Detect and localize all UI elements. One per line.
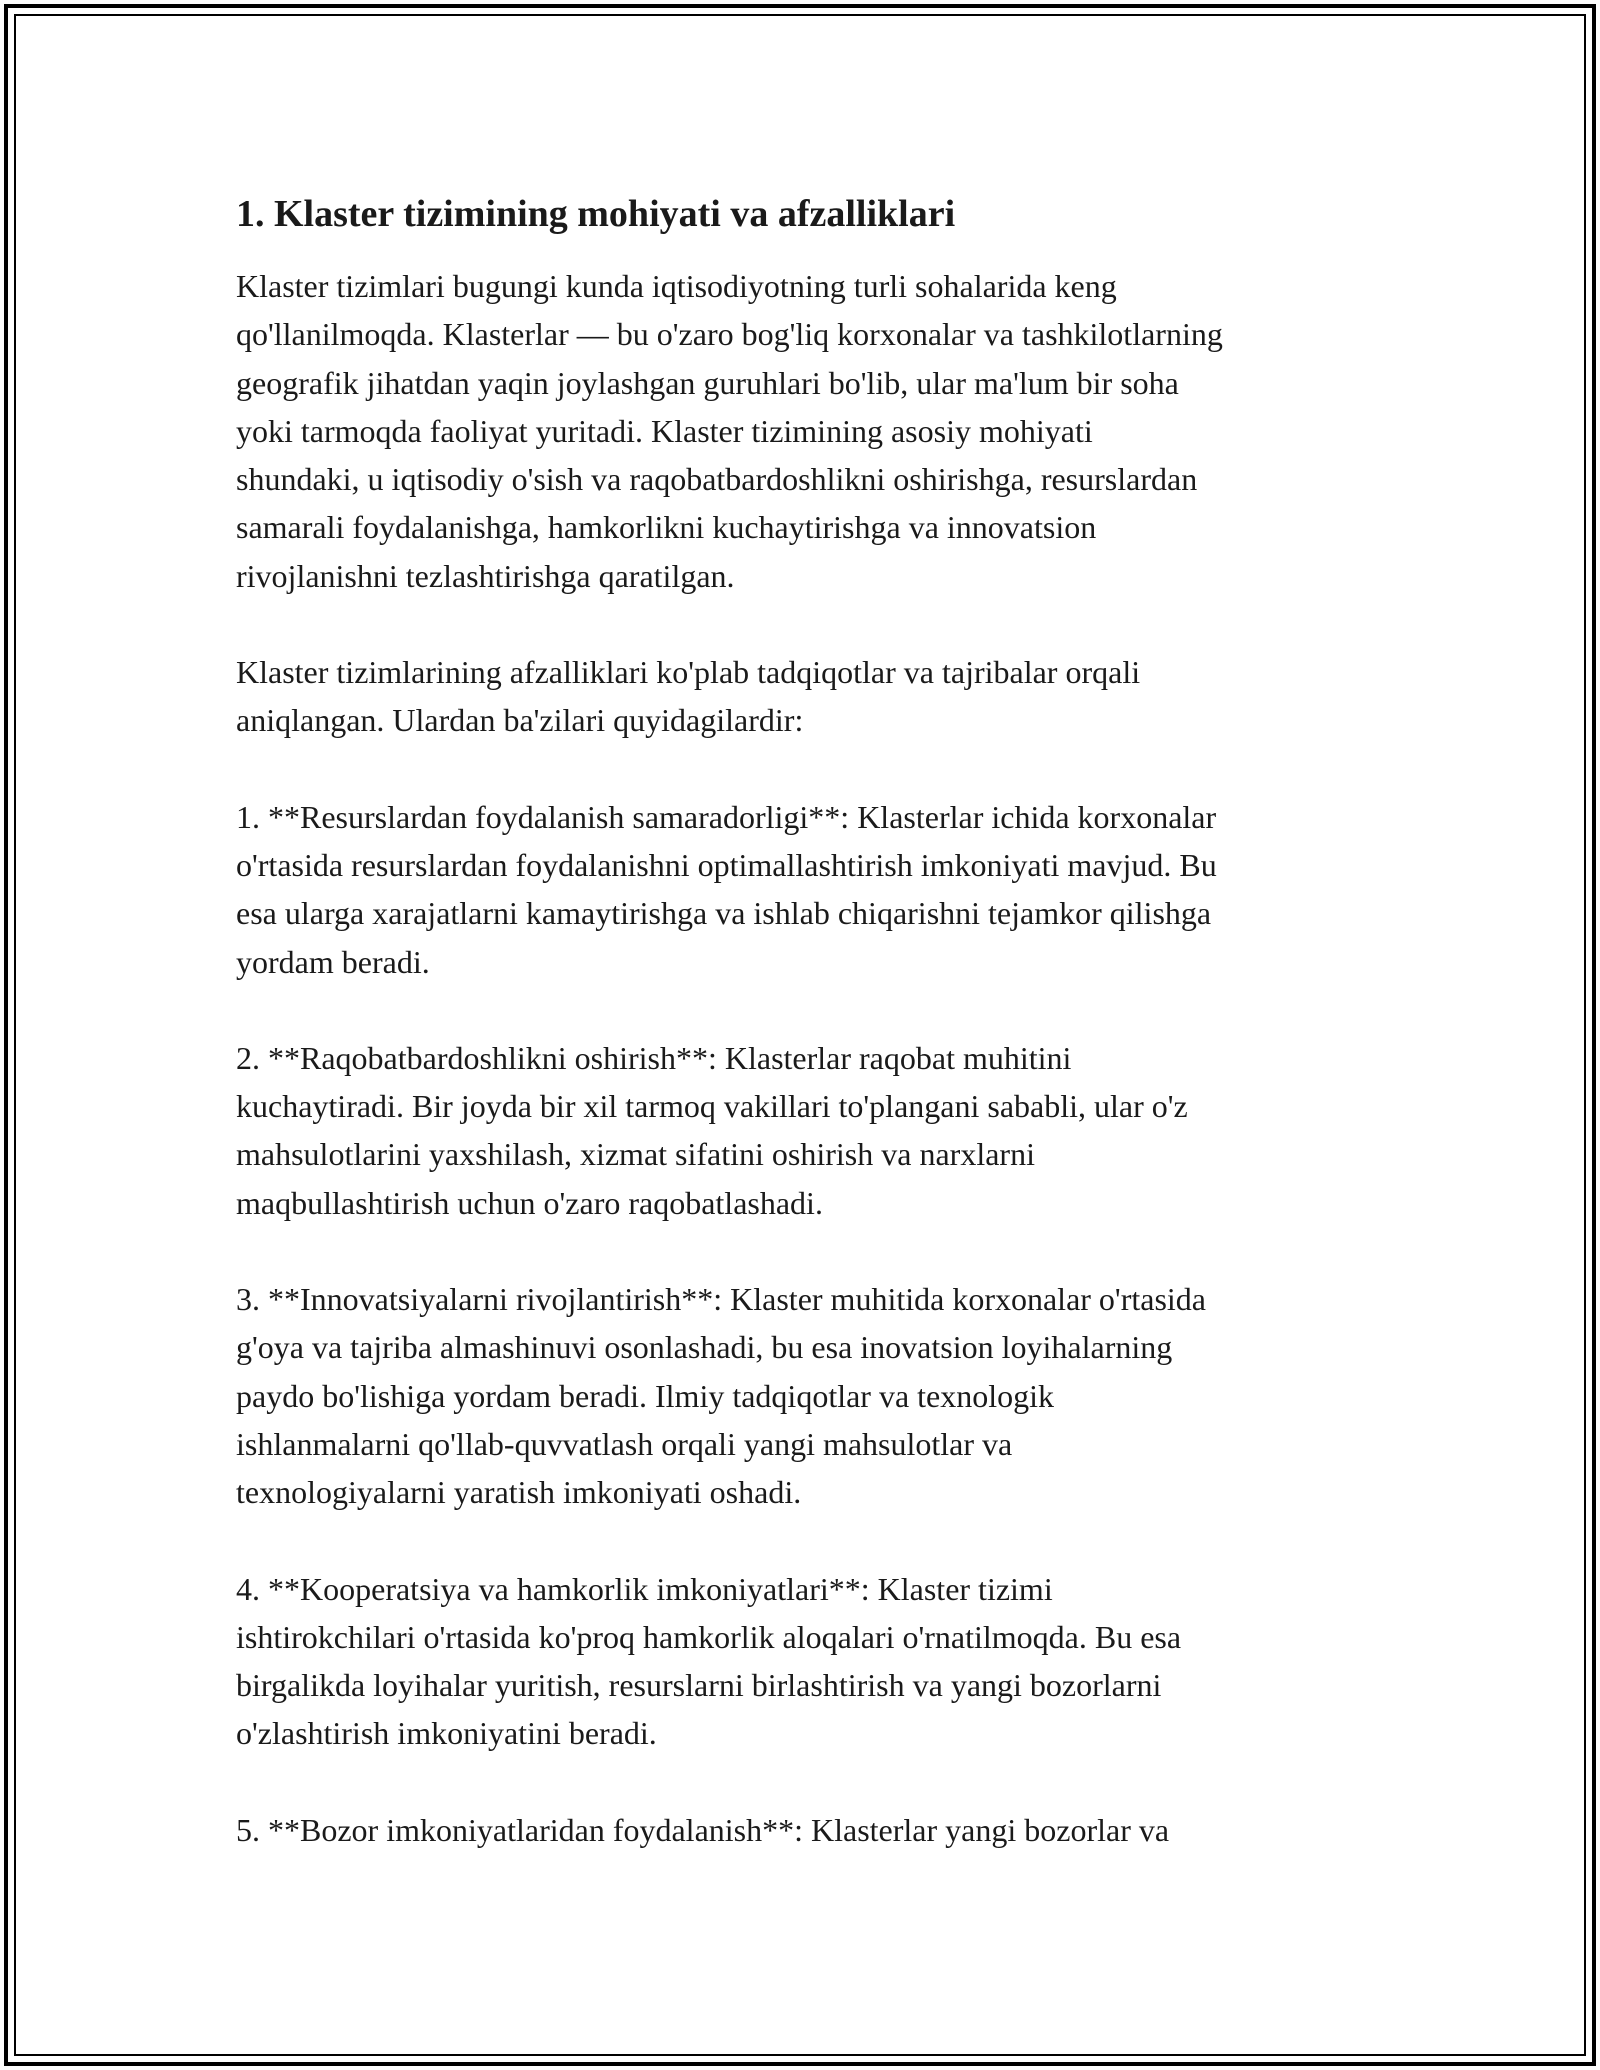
intro-paragraph: Klaster tizimlari bugungi kunda iqtisodiyotning turli sohalarida keng qo'llanilmoqda. Klasterlar — bu o'zaro bog'liq korxonalar va tashkilotlarning geografik jihatdan yaqin joylashgan guruhlari bo'lib, ular ma'lum bir soha yoki tarmoqda faoliyat yuritadi. Klaster tizimining asosiy mohiyati shundaki, u iqtisodiy o'sish va raqobatbardoshlikni oshirishga, resurslardan samarali foydalanishga, hamkorlikni kuchaytirishga va innovatsion rivojlanishni tezlashtirishga qaratilgan. xyxy=(236,268,1223,594)
list-item-resources: 1. **Resurslardan foydalanish samaradorligi**: Klasterlar ichida korxonalar o'rtasida resurslardan foydalanishni optimallashtirish imkoniyati mavjud. Bu esa ularga xarajatlarni kamaytirishga va ishlab chiqarishni tejamkor qilishga yordam beradi. xyxy=(236,798,1217,980)
advantages-intro-paragraph: Klaster tizimlarining afzalliklari ko'plab tadqiqotlar va tajribalar orqali aniqlangan. Ulardan ba'zilari quyidagilardir: xyxy=(236,654,1141,739)
section-heading: 1. Klaster tizimining mohiyati va afzalliklari xyxy=(236,193,956,235)
list-item-innovation: 3. **Innovatsiyalarni rivojlantirish**: Klaster muhitida korxonalar o'rtasida g'oya va tajriba almashinuvi osonlashadi, bu esa inovatsion loyihalarning paydo bo'lishiga yordam beradi. Ilmiy tadqiqotlar va texnologik ishlanmalarni qo'llab-quvvatlash orqali yangi mahsulotlar va texnologiyalarni yaratish imkoniyati oshadi. xyxy=(236,1281,1206,1511)
document-body xyxy=(236,186,1386,1854)
list-item-cooperation: 4. **Kooperatsiya va hamkorlik imkoniyatlari**: Klaster tizimi ishtirokchilari o'rtasida ko'proq hamkorlik aloqalari o'rnatilmoqda. Bu esa birgalikda loyihalar yuritish, resurslarni birlashtirish va yangi bozorlarni o'zlashtirish imkoniyatini beradi. xyxy=(236,1570,1182,1752)
list-item-market-opportunities: 5. **Bozor imkoniyatlaridan foydalanish**: Klasterlar yangi bozorlar va xyxy=(236,1811,1170,1848)
list-item-competitiveness: 2. **Raqobatbardoshlikni oshirish**: Klasterlar raqobat muhitini kuchaytiradi. Bir joyda bir xil tarmoq vakillari to'plangani sababli, ular o'z mahsulotlarini yaxshilash, xizmat sifatini oshirish va narxlarni maqbullashtirish uchun o'zaro raqobatlashadi. xyxy=(236,1039,1188,1221)
